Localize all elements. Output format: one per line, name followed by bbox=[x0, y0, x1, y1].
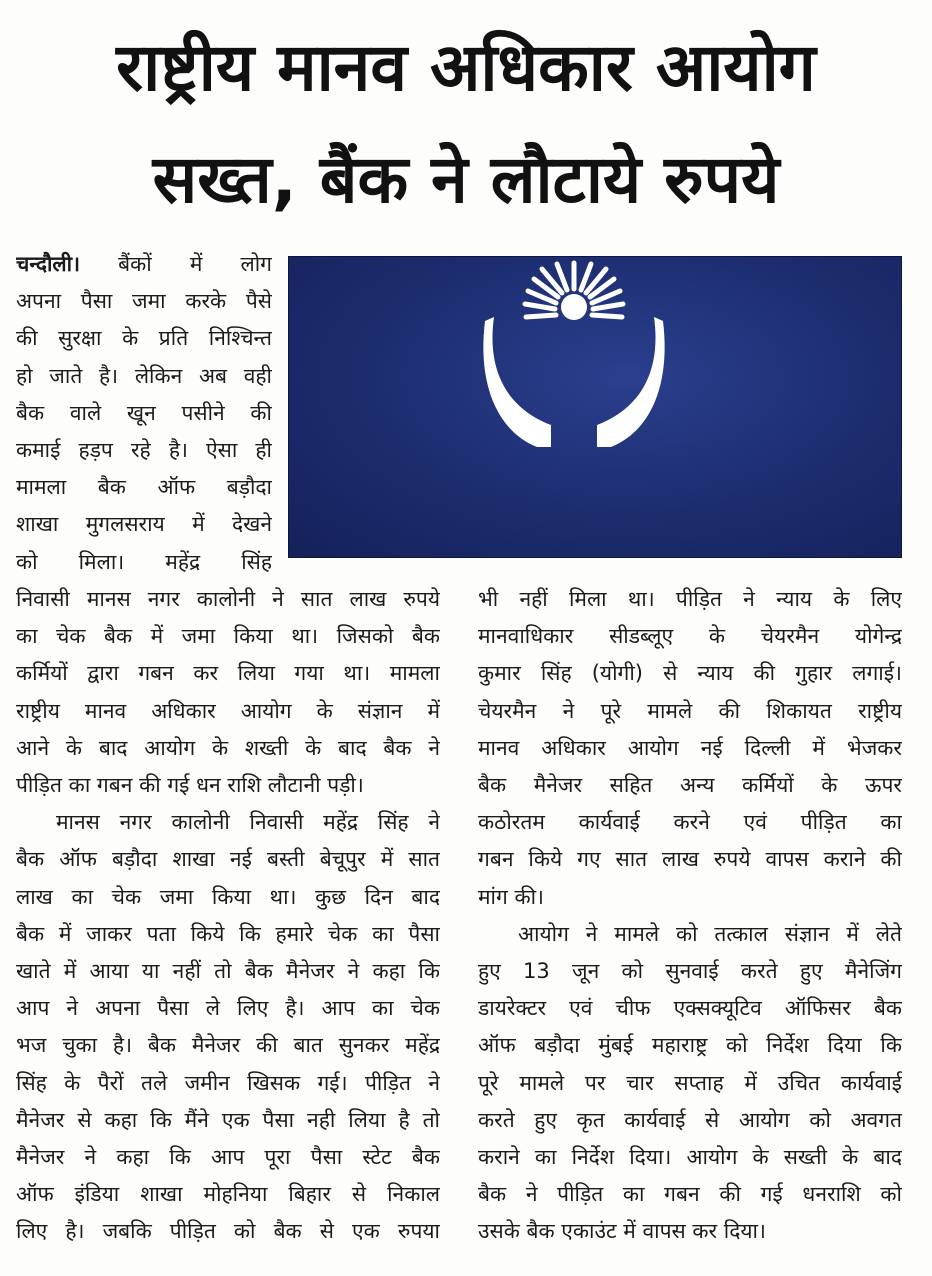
article-line: कठोरतम कार्यवाई करने एवं पीड़ित का bbox=[478, 810, 902, 835]
article-line: खाते में आया या नहीं तो बैक मैनेजर ने कहा कि bbox=[16, 959, 440, 984]
article-line: मानस नगर कालोनी निवासी महेंद्र सिंह ने bbox=[56, 810, 440, 835]
article-line: आने के बाद आयोग के शख्ती के बाद बैक ने bbox=[16, 735, 440, 760]
article-line: आप ने अपना पैसा ले लिए है। आप का चेक bbox=[16, 996, 440, 1021]
article-line: लाख का चेक जमा किया था। कुछ दिन बाद bbox=[16, 884, 440, 909]
headline-line-1: राष्ट्रीय मानव अधिकार आयोग bbox=[116, 29, 816, 106]
article-line: का चेक बैक में जमा किया था। जिसको बैक bbox=[16, 624, 440, 649]
article-line: ऑफ इंडिया शाखा मोहनिया बिहार से निकाल bbox=[16, 1182, 440, 1207]
article-line: ऑफ बड़ौदा मुंबई महाराष्ट्र को निर्देश दिया कि bbox=[478, 1033, 902, 1058]
article-line: राष्ट्रीय मानव अधिकार आयोग के संज्ञान में bbox=[16, 698, 440, 723]
article-line: मांग की। bbox=[478, 884, 545, 909]
article-line: डायरेक्टर एवं चीफ एक्सक्यूटिव ऑफिसर बैक bbox=[478, 996, 902, 1021]
intro-line: को मिला। महेंद्र सिंह bbox=[16, 549, 272, 574]
article-line: मैनेजर ने कहा कि आप पूरा पैसा स्टेट बैक bbox=[16, 1145, 440, 1170]
article-line: बैक ऑफ बड़ौदा शाखा नई बस्ती बेचूपुर में सात bbox=[16, 847, 440, 872]
intro-line: अपना पैसा जमा करके पैसे bbox=[16, 289, 272, 314]
article-line: मैनेजर से कहा कि मैंने एक पैसा नही लिया है तो bbox=[16, 1107, 440, 1132]
intro-line: हो जाते है। लेकिन अब वही bbox=[16, 363, 272, 388]
intro-line: मामला बैक ऑफ बड़ौदा bbox=[16, 475, 272, 500]
article-line: मानव अधिकार आयोग नई दिल्ली में भेजकर bbox=[478, 735, 902, 760]
article-line: कराने का निर्देश दिया। आयोग के सख्ती के बाद bbox=[478, 1145, 902, 1170]
article-line: पीड़ित का गबन की गई धन राशि लौटानी पड़ी। bbox=[16, 773, 364, 798]
article-line: पूरे मामले पर चार सप्ताह में उचित कार्यवाई bbox=[478, 1070, 902, 1095]
article-line: मानवाधिकार सीडब्लूए के चेयरमैन योगेन्द्र bbox=[478, 624, 902, 649]
nhrc-logo-icon bbox=[289, 257, 902, 558]
intro-line: बैक वाले खून पसीने की bbox=[16, 400, 272, 425]
article-line: चेयरमैन ने पूरे मामले की शिकायत राष्ट्रीय bbox=[478, 698, 902, 723]
right-hand-icon bbox=[597, 317, 665, 447]
intro-line: शाखा मुगलसराय में देखने bbox=[16, 512, 272, 537]
article-line: आयोग ने मामले को तत्काल संज्ञान में लेते bbox=[518, 921, 902, 946]
dateline: चन्दौली। bbox=[16, 252, 81, 276]
article-column-left bbox=[16, 581, 440, 1251]
intro-line: चन्दौली। बैंकों में लोग bbox=[16, 252, 272, 276]
article-column-right bbox=[478, 581, 902, 1251]
article-line: सिंह के पैरों तले जमीन खिसक गई। पीड़ित ने bbox=[16, 1070, 440, 1095]
article-line: कुमार सिंह (योगी) से न्याय की गुहार लगाई। bbox=[478, 661, 902, 686]
left-hand-icon bbox=[483, 317, 551, 447]
article-line: भी नहीं मिला था। पीड़ित ने न्याय के लिए bbox=[478, 587, 902, 611]
intro-line: की सुरक्षा के प्रति निश्चिन्त bbox=[16, 326, 272, 351]
article-line: हुए 13 जून को सुनवाई करते हुए मैनेजिंग bbox=[478, 959, 902, 984]
article-line: लिए है। जबकि पीड़ित को बैक से एक रुपया bbox=[16, 1219, 440, 1244]
article-line: निवासी मानस नगर कालोनी ने सात लाख रुपये bbox=[16, 587, 440, 611]
article-line: उसके बैक एकाउंट में वापस कर दिया। bbox=[478, 1219, 766, 1244]
headline-line-2: सख्त, बैंक ने लौटाये रुपये bbox=[152, 141, 780, 218]
article-line: बैक ने पीड़ित का गबन की गई धनराशि को bbox=[478, 1182, 902, 1207]
intro-line: कमाई हड़प रहे है। ऐसा ही bbox=[16, 438, 272, 463]
article-line: बैक में जाकर पता किये कि हमारे चेक का पैसा bbox=[16, 921, 440, 946]
article-column-intro bbox=[16, 246, 272, 581]
article-line: गबन किये गए सात लाख रुपये वापस कराने की bbox=[478, 847, 902, 872]
nhrc-photo bbox=[288, 256, 902, 558]
article-line: कर्मियों द्वारा गबन कर लिया गया था। मामला bbox=[16, 661, 440, 686]
article-line: करते हुए कृत कार्यवाई से आयोग को अवगत bbox=[478, 1107, 902, 1132]
sun-icon bbox=[561, 294, 587, 320]
article-line: बैक मैनेजर सहित अन्य कर्मियों के ऊपर bbox=[478, 773, 902, 798]
article-line: भज चुका है। बैक मैनेजर की बात सुनकर महेंद्र bbox=[16, 1033, 440, 1058]
